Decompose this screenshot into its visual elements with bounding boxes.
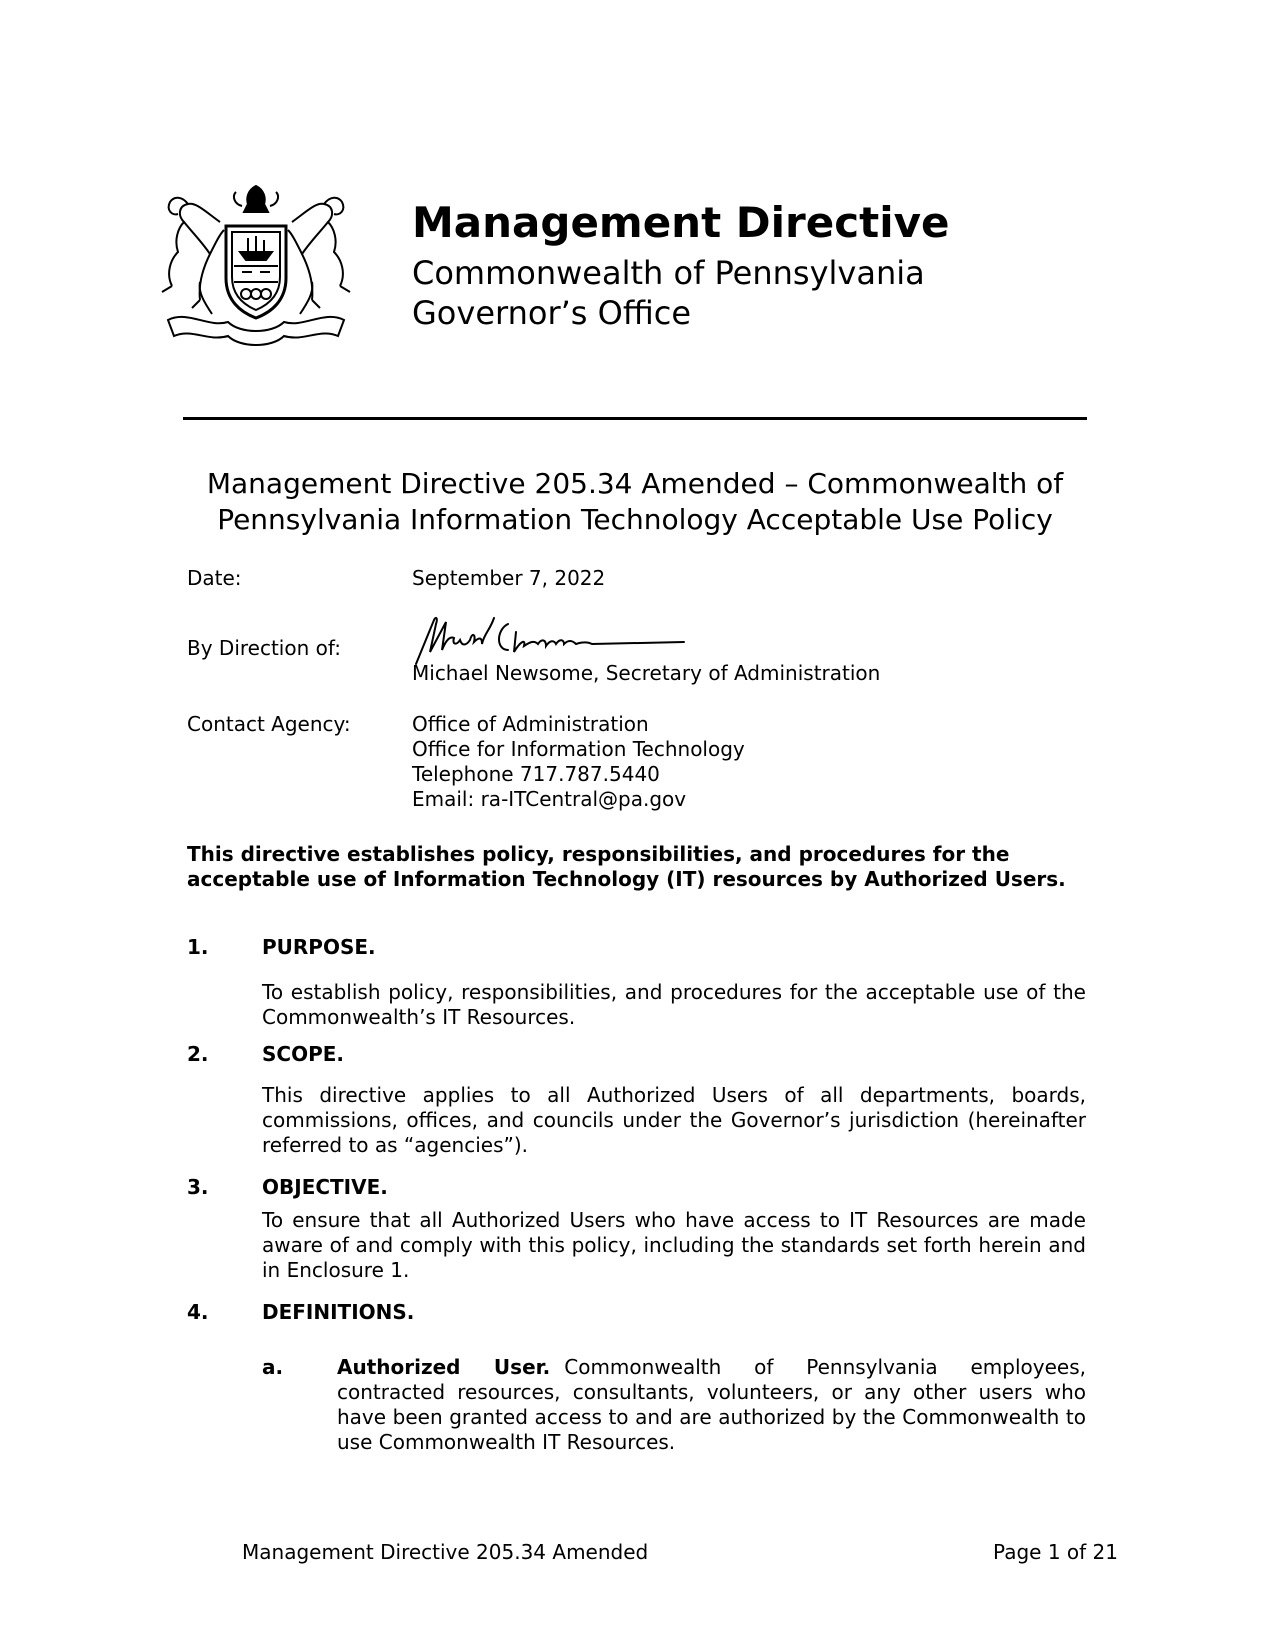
section-number: 4. — [187, 1300, 209, 1324]
date-value: September 7, 2022 — [412, 566, 606, 590]
section-number: 2. — [187, 1042, 209, 1066]
header-divider — [183, 417, 1087, 420]
footer-page-number: Page 1 of 21 — [993, 1540, 1118, 1564]
header-title: Management Directive — [412, 198, 950, 247]
definition-authorized-user — [337, 1355, 1086, 1455]
contact-line-office: Office for Information Technology — [412, 737, 745, 761]
section-body-purpose: To establish policy, responsibilities, and procedures for the acceptable use of the Commonwealth’s IT Resources. — [262, 980, 1086, 1029]
signature-image — [412, 612, 692, 668]
section-heading-scope: SCOPE. — [262, 1042, 345, 1066]
direction-value: Michael Newsome, Secretary of Administration — [412, 661, 881, 685]
pennsylvania-seal-logo — [148, 182, 364, 354]
definition-term: Authorized User. — [337, 1355, 551, 1379]
section-heading-objective: OBJECTIVE. — [262, 1175, 388, 1199]
footer-document-name: Management Directive 205.34 Amended — [242, 1540, 649, 1564]
section-body-scope: This directive applies to all Authorized Users of all departments, boards, commissions, offices, and councils under the Governor’s jurisdiction (hereinafter referred to as “agencies”). — [262, 1083, 1086, 1157]
section-heading-purpose: PURPOSE. — [262, 935, 376, 959]
header-subtitle-commonwealth: Commonwealth of Pennsylvania — [412, 254, 925, 292]
contact-line-email: Email: ra-ITCentral@pa.gov — [412, 787, 687, 811]
direction-label: By Direction of: — [187, 636, 341, 660]
date-label: Date: — [187, 566, 242, 590]
header-subtitle-office: Governor’s Office — [412, 294, 692, 332]
section-body-objective: To ensure that all Authorized Users who have access to IT Resources are made aware of and comply with this policy, including the standards set forth herein and in Enclosure 1. — [262, 1208, 1086, 1282]
document-title: Management Directive 205.34 Amended – Commonwealth of Pennsylvania Information Technology Acceptable Use Policy — [206, 467, 1064, 536]
section-number: 1. — [187, 935, 209, 959]
contact-line-telephone: Telephone 717.787.5440 — [412, 762, 660, 786]
intro-statement: This directive establishes policy, responsibilities, and procedures for the acceptable use of Information Technology (IT) resources by Authorized Users. — [187, 842, 1066, 891]
definition-text: Commonwealth of Pennsylvania employees, contracted resources, consultants, volunteers, or any other users who have been granted access to and are authorized by the Commonwealth to use Commonwealth IT Resources. — [337, 1355, 1086, 1454]
definition-letter: a. — [262, 1355, 284, 1379]
contact-line-agency: Office of Administration — [412, 712, 649, 736]
contact-label: Contact Agency: — [187, 712, 351, 736]
section-heading-definitions: DEFINITIONS. — [262, 1300, 415, 1324]
section-number: 3. — [187, 1175, 209, 1199]
